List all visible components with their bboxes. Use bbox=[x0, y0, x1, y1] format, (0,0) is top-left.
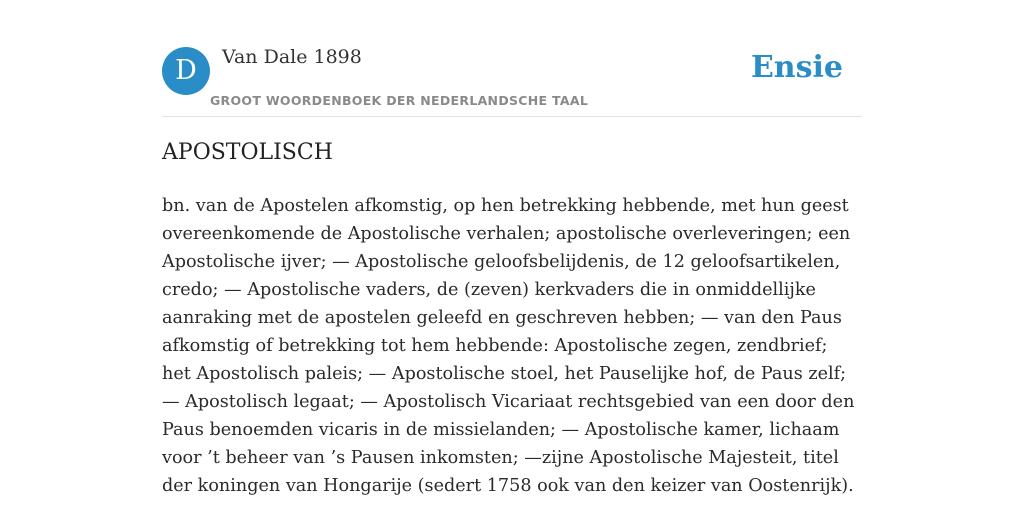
source-logo[interactable]: D bbox=[162, 47, 210, 95]
brand-logo[interactable]: Ensie bbox=[750, 50, 843, 85]
definition-text: bn. van de Apostelen afkomstig, op hen betrekking hebbende, met hun geest overeenkomende de Apostolische verhalen; apostolische overleveringen; een Apostolische ijver; — Apostolische geloofsbelijdenis, de 12 geloofsartikelen, credo; — Apostolische vaders, de (zeven) kerkvaders die in onmiddellijke aanraking met de apostelen geleefd en geschreven hebben; — van den Paus afkomstig of betrekking tot hem hebbende: Apostolische zegen, zendbrief; het Apostolisch paleis; — Apostolische stoel, het Pauselijke hof, de Paus zelf; — Apostolisch legaat; — Apostolisch Vicariaat rechtsgebied van een door den Paus benoemden vicaris in de missielanden; — Apostolische kamer, lichaam voor ’t beheer van ’s Pausen inkomsten; —zijne Apostolische Majesteit, titel der koningen van Hongarije (sedert 1758 ook van den keizer van Oostenrijk). bbox=[162, 196, 855, 496]
source-subtitle: GROOT WOORDENBOEK DER NEDERLANDSCHE TAAL bbox=[210, 93, 589, 108]
headword: APOSTOLISCH bbox=[162, 140, 333, 165]
source-title[interactable]: Van Dale 1898 bbox=[222, 46, 362, 68]
header bbox=[162, 0, 862, 117]
